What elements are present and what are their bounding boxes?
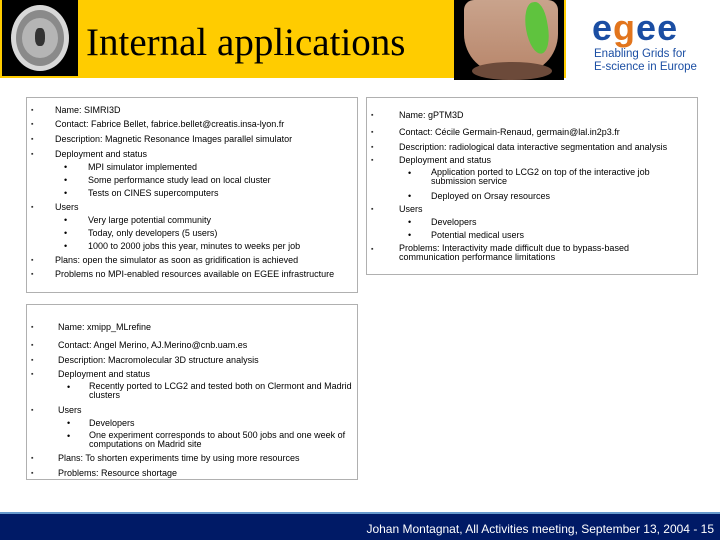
- sub-bullet-icon: •: [67, 418, 71, 428]
- sub-bullet-icon: •: [67, 431, 71, 441]
- torso-base-shape: [472, 62, 552, 80]
- sub-bullet-icon: •: [67, 382, 71, 392]
- bullet-icon: ▪: [31, 204, 34, 211]
- sub-bullet-icon: •: [64, 188, 68, 198]
- bullet-icon: ▪: [31, 271, 34, 278]
- mri-brain-image: [2, 0, 78, 76]
- bullet-icon: ▪: [31, 257, 34, 264]
- bullet-icon: ▪: [31, 107, 34, 114]
- simri3d-panel: ▪ Name: SIMRI3D ▪ Contact: Fabrice Bellet, fabrice.bellet@creatis.insa-lyon.fr ▪ Description: Magnetic Resonance Images parallel simulator ▪ Deployment and status • MPI simulator implemented • Some performance study lead on local cluster • Tests on CINES supercomputers ▪ Users • Very large potential community • Today, only developers (5 users) • 1000 to 2000 jobs this year, minutes to weeks per job ▪ Plans: open the simulator as soon as gridification is achieved ▪ Problems no MPI-enabled resources available on EGEE infrastructure: [26, 97, 358, 293]
- bullet-icon: ▪: [371, 157, 374, 164]
- sub-bullet-icon: •: [408, 230, 412, 240]
- bullet-icon: ▪: [31, 470, 34, 477]
- xmipp-panel: ▪ Name: xmipp_MLrefine ▪ Contact: Angel Merino, AJ.Merino@cnb.uam.es ▪ Description: Macromolecular 3D structure analysis ▪ Deployment and status • Recently ported to LCG2 and tested both on Clermont and Madrid clusters ▪ Users • Developers • One experiment corresponds to about 500 jobs and one week of computations on Madrid site ▪ Plans: To shorten experiments time by using more resources ▪ Problems: Resource shortage: [26, 304, 358, 480]
- sub-bullet-icon: •: [408, 191, 412, 201]
- egee-logo: [566, 0, 720, 88]
- bullet-icon: ▪: [371, 112, 374, 119]
- bullet-icon: ▪: [31, 455, 34, 462]
- egee-logo-word: egee: [592, 7, 679, 48]
- sub-bullet-icon: •: [408, 168, 412, 178]
- ventricle-shape: [35, 28, 45, 46]
- bullet-icon: ▪: [31, 407, 34, 414]
- bullet-icon: ▪: [31, 151, 34, 158]
- sub-bullet-icon: •: [64, 241, 68, 251]
- footer-text: Johan Montagnat, All Activities meeting, September 13, 2004 - 15: [366, 522, 714, 536]
- bullet-icon: ▪: [371, 206, 374, 213]
- bullet-icon: ▪: [31, 357, 34, 364]
- egee-logo-tagline: Enabling Grids for E-science in Europe: [594, 48, 697, 73]
- bullet-icon: ▪: [371, 129, 374, 136]
- footer-band: [0, 514, 720, 540]
- sub-bullet-icon: •: [64, 215, 68, 225]
- bullet-icon: ▪: [31, 121, 34, 128]
- bullet-icon: ▪: [371, 144, 374, 151]
- sub-bullet-icon: •: [64, 228, 68, 238]
- bullet-icon: ▪: [31, 324, 34, 331]
- gptm3d-panel: ▪ Name: gPTM3D ▪ Contact: Cécile Germain-Renaud, germain@lal.in2p3.fr ▪ Description: radiological data interactive segmentation and analysis ▪ Deployment and status • Application ported to LCG2 on top of the interactive job submission service • Deployed on Orsay resources ▪ Users • Developers • Potential medical users ▪ Problems: Interactivity made difficult due to bypass-based communication performance limitations: [366, 97, 698, 275]
- bullet-icon: ▪: [31, 342, 34, 349]
- slide-title: Internal applications: [86, 21, 406, 64]
- bullet-icon: ▪: [31, 371, 34, 378]
- sub-bullet-icon: •: [408, 217, 412, 227]
- sub-bullet-icon: •: [64, 175, 68, 185]
- sub-bullet-icon: •: [64, 162, 68, 172]
- torso-segmentation-image: [454, 0, 564, 80]
- bullet-icon: ▪: [31, 136, 34, 143]
- bullet-icon: ▪: [371, 246, 374, 253]
